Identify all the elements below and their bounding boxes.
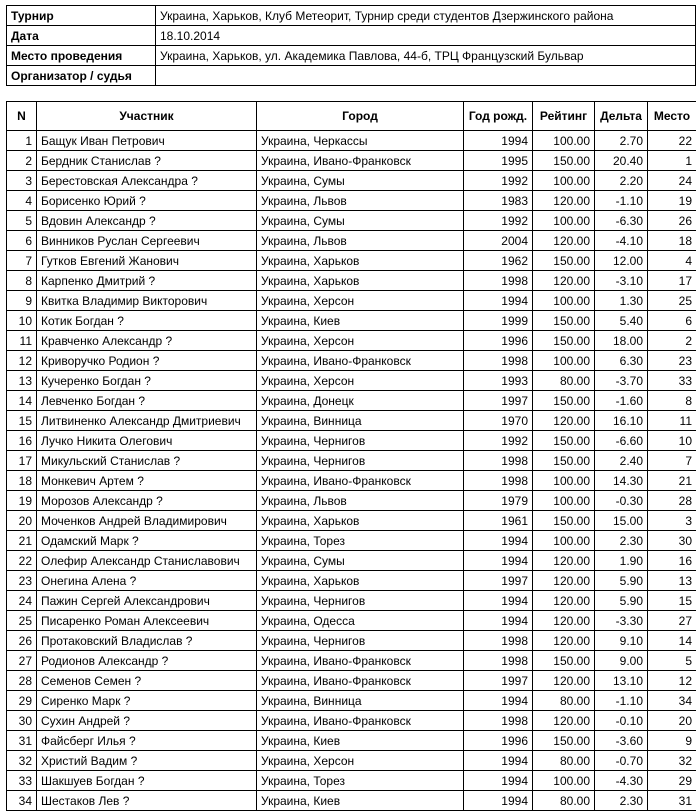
table-row <box>7 511 696 531</box>
venue-label: Место проведения <box>7 46 156 66</box>
cell-delta: 2.40 <box>595 451 648 471</box>
cell-number: 33 <box>7 771 37 791</box>
cell-birth-year: 1994 <box>464 771 533 791</box>
cell-delta: -3.10 <box>595 271 648 291</box>
cell-delta: -1.10 <box>595 191 648 211</box>
cell-birth-year: 1997 <box>464 671 533 691</box>
cell-participant: Родионов Александр ? <box>37 651 257 671</box>
cell-place: 14 <box>648 631 696 651</box>
cell-number: 3 <box>7 171 37 191</box>
cell-place: 3 <box>648 511 696 531</box>
cell-participant: Олефир Александр Станиславович <box>37 551 257 571</box>
cell-city: Украина, Ивано-Франковск <box>257 151 464 171</box>
table-row <box>7 591 696 611</box>
cell-city: Украина, Чернигов <box>257 591 464 611</box>
cell-place: 13 <box>648 571 696 591</box>
cell-birth-year: 1979 <box>464 491 533 511</box>
cell-city: Украина, Херсон <box>257 751 464 771</box>
cell-birth-year: 1992 <box>464 211 533 231</box>
header-birth-year: Год рожд. <box>464 102 533 131</box>
cell-rating: 80.00 <box>533 791 595 811</box>
cell-participant: Лучко Никита Олегович <box>37 431 257 451</box>
cell-number: 32 <box>7 751 37 771</box>
cell-number: 26 <box>7 631 37 651</box>
cell-rating: 100.00 <box>533 351 595 371</box>
cell-rating: 100.00 <box>533 131 595 151</box>
table-row <box>7 391 696 411</box>
cell-place: 4 <box>648 251 696 271</box>
cell-number: 15 <box>7 411 37 431</box>
table-row <box>7 751 696 771</box>
cell-delta: -4.30 <box>595 771 648 791</box>
table-row <box>7 631 696 651</box>
cell-rating: 120.00 <box>533 711 595 731</box>
cell-rating: 150.00 <box>533 731 595 751</box>
cell-place: 2 <box>648 331 696 351</box>
cell-delta: -4.10 <box>595 231 648 251</box>
cell-participant: Сухин Андрей ? <box>37 711 257 731</box>
cell-delta: 2.30 <box>595 791 648 811</box>
cell-place: 28 <box>648 491 696 511</box>
cell-rating: 150.00 <box>533 331 595 351</box>
cell-place: 8 <box>648 391 696 411</box>
cell-rating: 150.00 <box>533 251 595 271</box>
cell-place: 33 <box>648 371 696 391</box>
cell-participant: Одамский Марк ? <box>37 531 257 551</box>
cell-city: Украина, Ивано-Франковск <box>257 711 464 731</box>
cell-rating: 150.00 <box>533 451 595 471</box>
cell-number: 4 <box>7 191 37 211</box>
cell-participant: Вдовин Александр ? <box>37 211 257 231</box>
cell-place: 1 <box>648 151 696 171</box>
cell-delta: -3.60 <box>595 731 648 751</box>
table-row <box>7 371 696 391</box>
cell-rating: 100.00 <box>533 291 595 311</box>
cell-rating: 120.00 <box>533 271 595 291</box>
header-place: Место <box>648 102 696 131</box>
header-number: N <box>7 102 37 131</box>
cell-delta: 14.30 <box>595 471 648 491</box>
cell-number: 12 <box>7 351 37 371</box>
cell-participant: Шакшуев Богдан ? <box>37 771 257 791</box>
cell-city: Украина, Сумы <box>257 211 464 231</box>
cell-rating: 80.00 <box>533 691 595 711</box>
cell-city: Украина, Торез <box>257 531 464 551</box>
cell-birth-year: 1994 <box>464 131 533 151</box>
cell-city: Украина, Винница <box>257 411 464 431</box>
cell-birth-year: 1998 <box>464 451 533 471</box>
cell-delta: 2.70 <box>595 131 648 151</box>
table-row <box>7 171 696 191</box>
cell-delta: 20.40 <box>595 151 648 171</box>
cell-number: 24 <box>7 591 37 611</box>
cell-rating: 150.00 <box>533 431 595 451</box>
cell-place: 30 <box>648 531 696 551</box>
cell-number: 27 <box>7 651 37 671</box>
table-row <box>7 291 696 311</box>
cell-delta: -0.10 <box>595 711 648 731</box>
table-row <box>7 551 696 571</box>
cell-delta: -1.10 <box>595 691 648 711</box>
cell-participant: Бердник Станислав ? <box>37 151 257 171</box>
cell-place: 7 <box>648 451 696 471</box>
cell-city: Украина, Херсон <box>257 331 464 351</box>
cell-participant: Сиренко Марк ? <box>37 691 257 711</box>
cell-birth-year: 1992 <box>464 431 533 451</box>
cell-rating: 120.00 <box>533 231 595 251</box>
cell-number: 11 <box>7 331 37 351</box>
cell-city: Украина, Ивано-Франковск <box>257 351 464 371</box>
cell-number: 7 <box>7 251 37 271</box>
cell-place: 24 <box>648 171 696 191</box>
cell-participant: Писаренко Роман Алексеевич <box>37 611 257 631</box>
cell-place: 23 <box>648 351 696 371</box>
cell-rating: 100.00 <box>533 491 595 511</box>
cell-rating: 120.00 <box>533 411 595 431</box>
cell-place: 34 <box>648 691 696 711</box>
cell-place: 6 <box>648 311 696 331</box>
cell-place: 26 <box>648 211 696 231</box>
table-row <box>7 571 696 591</box>
cell-rating: 120.00 <box>533 551 595 571</box>
cell-rating: 120.00 <box>533 611 595 631</box>
table-row <box>7 491 696 511</box>
cell-number: 25 <box>7 611 37 631</box>
cell-delta: 12.00 <box>595 251 648 271</box>
cell-city: Украина, Чернигов <box>257 631 464 651</box>
cell-delta: -0.70 <box>595 751 648 771</box>
cell-number: 17 <box>7 451 37 471</box>
cell-city: Украина, Херсон <box>257 291 464 311</box>
cell-participant: Монкевич Артем ? <box>37 471 257 491</box>
cell-participant: Литвиненко Александр Дмитриевич <box>37 411 257 431</box>
cell-place: 10 <box>648 431 696 451</box>
cell-city: Украина, Киев <box>257 311 464 331</box>
cell-delta: -6.60 <box>595 431 648 451</box>
tournament-value: Украина, Харьков, Клуб Метеорит, Турнир среди студентов Дзержинского района <box>156 6 696 26</box>
cell-delta: 9.00 <box>595 651 648 671</box>
cell-number: 16 <box>7 431 37 451</box>
cell-rating: 100.00 <box>533 531 595 551</box>
cell-delta: 2.30 <box>595 531 648 551</box>
cell-rating: 150.00 <box>533 511 595 531</box>
table-row <box>7 791 696 811</box>
table-row <box>7 211 696 231</box>
cell-participant: Шестаков Лев ? <box>37 791 257 811</box>
cell-rating: 120.00 <box>533 671 595 691</box>
cell-delta: -3.30 <box>595 611 648 631</box>
cell-birth-year: 1998 <box>464 711 533 731</box>
table-row <box>7 231 696 251</box>
cell-participant: Пажин Сергей Александрович <box>37 591 257 611</box>
cell-delta: 15.00 <box>595 511 648 531</box>
cell-birth-year: 1998 <box>464 351 533 371</box>
cell-birth-year: 1993 <box>464 371 533 391</box>
cell-rating: 120.00 <box>533 631 595 651</box>
cell-birth-year: 1961 <box>464 511 533 531</box>
cell-delta: 16.10 <box>595 411 648 431</box>
cell-city: Украина, Ивано-Франковск <box>257 471 464 491</box>
table-header-row <box>7 102 696 131</box>
cell-city: Украина, Ивано-Франковск <box>257 651 464 671</box>
cell-birth-year: 1994 <box>464 291 533 311</box>
cell-delta: 5.90 <box>595 591 648 611</box>
cell-rating: 100.00 <box>533 171 595 191</box>
cell-participant: Квитка Владимир Викторович <box>37 291 257 311</box>
cell-city: Украина, Винница <box>257 691 464 711</box>
cell-rating: 150.00 <box>533 391 595 411</box>
cell-birth-year: 1992 <box>464 171 533 191</box>
cell-city: Украина, Донецк <box>257 391 464 411</box>
cell-number: 10 <box>7 311 37 331</box>
cell-delta: -1.60 <box>595 391 648 411</box>
cell-birth-year: 1970 <box>464 411 533 431</box>
header-rating: Рейтинг <box>533 102 595 131</box>
cell-city: Украина, Торез <box>257 771 464 791</box>
cell-participant: Кучеренко Богдан ? <box>37 371 257 391</box>
table-row <box>7 311 696 331</box>
table-row <box>7 531 696 551</box>
cell-number: 22 <box>7 551 37 571</box>
cell-number: 18 <box>7 471 37 491</box>
table-row <box>7 251 696 271</box>
cell-place: 18 <box>648 231 696 251</box>
cell-participant: Борисенко Юрий ? <box>37 191 257 211</box>
cell-delta: 18.00 <box>595 331 648 351</box>
cell-city: Украина, Черкассы <box>257 131 464 151</box>
cell-place: 11 <box>648 411 696 431</box>
cell-birth-year: 1997 <box>464 391 533 411</box>
cell-birth-year: 1996 <box>464 731 533 751</box>
cell-participant: Гутков Евгений Жанович <box>37 251 257 271</box>
cell-rating: 150.00 <box>533 651 595 671</box>
cell-participant: Кравченко Александр ? <box>37 331 257 351</box>
cell-participant: Котик Богдан ? <box>37 311 257 331</box>
cell-birth-year: 1998 <box>464 631 533 651</box>
info-row-organizer <box>7 66 696 86</box>
cell-rating: 120.00 <box>533 571 595 591</box>
cell-participant: Криворучко Родион ? <box>37 351 257 371</box>
cell-birth-year: 1995 <box>464 151 533 171</box>
cell-city: Украина, Сумы <box>257 171 464 191</box>
cell-participant: Семенов Семен ? <box>37 671 257 691</box>
header-city: Город <box>257 102 464 131</box>
cell-number: 9 <box>7 291 37 311</box>
cell-number: 21 <box>7 531 37 551</box>
cell-rating: 120.00 <box>533 591 595 611</box>
table-row <box>7 651 696 671</box>
cell-number: 30 <box>7 711 37 731</box>
tournament-info-table <box>6 5 696 86</box>
cell-number: 14 <box>7 391 37 411</box>
tournament-label: Турнир <box>7 6 156 26</box>
cell-delta: -3.70 <box>595 371 648 391</box>
header-participant: Участник <box>37 102 257 131</box>
cell-place: 20 <box>648 711 696 731</box>
cell-participant: Файсберг Илья ? <box>37 731 257 751</box>
cell-birth-year: 1983 <box>464 191 533 211</box>
info-row-venue <box>7 46 696 66</box>
cell-place: 31 <box>648 791 696 811</box>
cell-city: Украина, Чернигов <box>257 451 464 471</box>
cell-place: 12 <box>648 671 696 691</box>
cell-birth-year: 1998 <box>464 271 533 291</box>
cell-participant: Бащук Иван Петрович <box>37 131 257 151</box>
table-row <box>7 331 696 351</box>
venue-value: Украина, Харьков, ул. Академика Павлова, 44-б, ТРЦ Французский Бульвар <box>156 46 696 66</box>
organizer-label: Организатор / судья <box>7 66 156 86</box>
table-row <box>7 671 696 691</box>
table-row <box>7 431 696 451</box>
cell-city: Украина, Херсон <box>257 371 464 391</box>
cell-city: Украина, Харьков <box>257 251 464 271</box>
cell-birth-year: 1994 <box>464 531 533 551</box>
cell-place: 19 <box>648 191 696 211</box>
table-row <box>7 351 696 371</box>
cell-number: 8 <box>7 271 37 291</box>
cell-place: 25 <box>648 291 696 311</box>
cell-city: Украина, Харьков <box>257 571 464 591</box>
organizer-value <box>156 66 696 86</box>
cell-participant: Микульский Станислав ? <box>37 451 257 471</box>
cell-place: 22 <box>648 131 696 151</box>
cell-birth-year: 2004 <box>464 231 533 251</box>
cell-rating: 120.00 <box>533 191 595 211</box>
cell-number: 1 <box>7 131 37 151</box>
cell-birth-year: 1962 <box>464 251 533 271</box>
cell-delta: 1.30 <box>595 291 648 311</box>
cell-delta: -6.30 <box>595 211 648 231</box>
cell-birth-year: 1994 <box>464 751 533 771</box>
cell-number: 28 <box>7 671 37 691</box>
cell-rating: 100.00 <box>533 211 595 231</box>
date-value: 18.10.2014 <box>156 26 696 46</box>
cell-participant: Берестовская Александра ? <box>37 171 257 191</box>
cell-birth-year: 1998 <box>464 651 533 671</box>
cell-birth-year: 1999 <box>464 311 533 331</box>
cell-city: Украина, Львов <box>257 231 464 251</box>
cell-number: 5 <box>7 211 37 231</box>
cell-city: Украина, Киев <box>257 791 464 811</box>
cell-birth-year: 1994 <box>464 591 533 611</box>
cell-birth-year: 1994 <box>464 791 533 811</box>
cell-rating: 80.00 <box>533 371 595 391</box>
table-row <box>7 471 696 491</box>
cell-delta: 5.40 <box>595 311 648 331</box>
cell-place: 29 <box>648 771 696 791</box>
cell-participant: Онегина Алена ? <box>37 571 257 591</box>
cell-number: 23 <box>7 571 37 591</box>
cell-birth-year: 1994 <box>464 691 533 711</box>
table-row <box>7 151 696 171</box>
cell-birth-year: 1994 <box>464 611 533 631</box>
cell-city: Украина, Чернигов <box>257 431 464 451</box>
cell-city: Украина, Ивано-Франковск <box>257 671 464 691</box>
cell-place: 17 <box>648 271 696 291</box>
date-label: Дата <box>7 26 156 46</box>
cell-participant: Левченко Богдан ? <box>37 391 257 411</box>
cell-delta: 6.30 <box>595 351 648 371</box>
info-row-tournament <box>7 6 696 26</box>
cell-participant: Христий Вадим ? <box>37 751 257 771</box>
cell-rating: 80.00 <box>533 751 595 771</box>
cell-place: 9 <box>648 731 696 751</box>
table-row <box>7 611 696 631</box>
table-row <box>7 451 696 471</box>
cell-birth-year: 1994 <box>464 551 533 571</box>
cell-city: Украина, Киев <box>257 731 464 751</box>
cell-place: 27 <box>648 611 696 631</box>
cell-rating: 100.00 <box>533 771 595 791</box>
table-row <box>7 771 696 791</box>
cell-place: 15 <box>648 591 696 611</box>
cell-participant: Моченков Андрей Владимирович <box>37 511 257 531</box>
table-row <box>7 271 696 291</box>
cell-rating: 100.00 <box>533 471 595 491</box>
cell-place: 32 <box>648 751 696 771</box>
header-delta: Дельта <box>595 102 648 131</box>
cell-delta: -0.30 <box>595 491 648 511</box>
cell-place: 5 <box>648 651 696 671</box>
participants-table <box>6 101 696 811</box>
cell-birth-year: 1997 <box>464 571 533 591</box>
table-row <box>7 731 696 751</box>
cell-delta: 1.90 <box>595 551 648 571</box>
cell-number: 31 <box>7 731 37 751</box>
cell-participant: Протаковский Владислав ? <box>37 631 257 651</box>
cell-place: 21 <box>648 471 696 491</box>
cell-delta: 9.10 <box>595 631 648 651</box>
info-row-date <box>7 26 696 46</box>
cell-delta: 5.90 <box>595 571 648 591</box>
cell-rating: 150.00 <box>533 151 595 171</box>
cell-place: 16 <box>648 551 696 571</box>
cell-city: Украина, Львов <box>257 191 464 211</box>
cell-number: 13 <box>7 371 37 391</box>
cell-participant: Винников Руслан Сергеевич <box>37 231 257 251</box>
table-row <box>7 131 696 151</box>
cell-city: Украина, Сумы <box>257 551 464 571</box>
cell-birth-year: 1996 <box>464 331 533 351</box>
cell-participant: Морозов Александр ? <box>37 491 257 511</box>
cell-number: 34 <box>7 791 37 811</box>
cell-number: 6 <box>7 231 37 251</box>
table-row <box>7 691 696 711</box>
table-row <box>7 711 696 731</box>
cell-rating: 150.00 <box>533 311 595 331</box>
table-row <box>7 411 696 431</box>
cell-number: 29 <box>7 691 37 711</box>
cell-number: 2 <box>7 151 37 171</box>
cell-city: Украина, Одесса <box>257 611 464 631</box>
cell-city: Украина, Львов <box>257 491 464 511</box>
cell-delta: 13.10 <box>595 671 648 691</box>
cell-number: 20 <box>7 511 37 531</box>
table-row <box>7 191 696 211</box>
cell-participant: Карпенко Дмитрий ? <box>37 271 257 291</box>
cell-number: 19 <box>7 491 37 511</box>
cell-city: Украина, Харьков <box>257 271 464 291</box>
cell-delta: 2.20 <box>595 171 648 191</box>
cell-birth-year: 1998 <box>464 471 533 491</box>
cell-city: Украина, Харьков <box>257 511 464 531</box>
